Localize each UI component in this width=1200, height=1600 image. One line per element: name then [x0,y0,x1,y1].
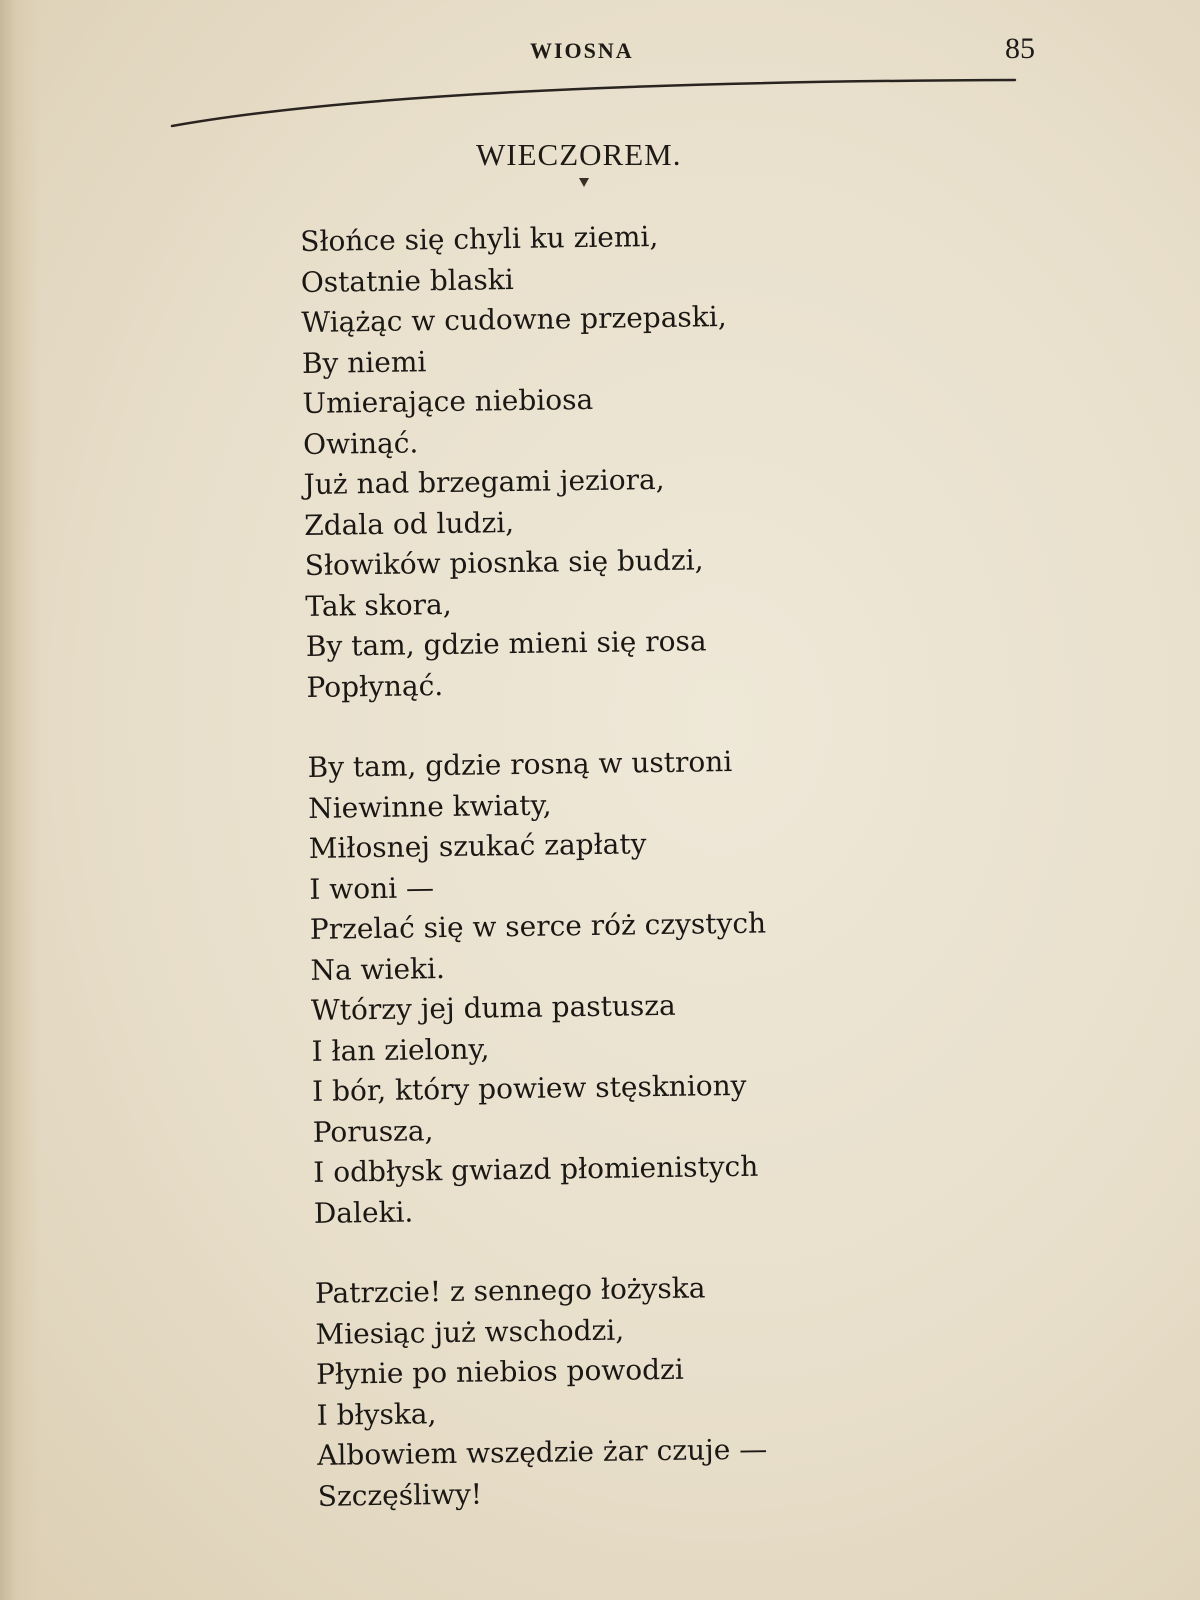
poem-line: Albowiem wszędzie żar czuje — [316,1432,768,1472]
header-rule [170,70,1050,140]
poem-line: I woni — [309,870,435,906]
ornament-icon [578,176,590,188]
poem-line: By tam, gdzie mieni się rosa [305,624,707,663]
poem-line: I łan zielony, [311,1031,490,1068]
poem-line: By tam, gdzie rosną w ustroni [307,745,733,784]
stanza [300,213,927,708]
poem-line: Płynie po niebios powodzi [315,1352,684,1391]
poem-line: Wtórzy jej duma pastusza [310,988,676,1027]
poem-title: WIECZOREM. [476,137,682,172]
poem-line: Miłosnej szukać zapłaty [308,827,647,865]
poem-line: Szczęśliwy! [317,1477,483,1513]
poem-line: Umierające niebiosa [302,382,594,420]
poem-line: Zdala od ludzi, [304,505,515,542]
poem-line: Przelać się w serce róż czystych [309,906,767,946]
poem-line: Ostatnie blaski [300,262,514,299]
page-gutter-shadow [0,0,40,1600]
poem-line: Tak skora, [305,587,452,623]
poem-line: Daleki. [313,1195,414,1230]
poem-line: Wiążąc w cudowne przepaski, [301,300,727,339]
poem-line: Porusza, [312,1113,434,1149]
poem-line: Niewinne kwiaty, [307,788,552,825]
page-number: 85 [1005,32,1035,65]
poem-line: Miesiąc już wschodzi, [315,1313,625,1351]
poem-line: Na wieki. [310,951,446,987]
poem-line: Słowików piosnka się budzi, [304,543,704,582]
poem-body [300,213,939,1557]
poem-line: I bór, który powiew stęskniony [311,1068,747,1108]
poem-line: Popłynąć. [306,668,444,704]
poem-line: I błyska, [316,1396,437,1432]
stanza [315,1265,938,1517]
poem-line: By niemi [301,344,427,380]
poem-line: Owinąć. [302,425,419,461]
running-title: WIOSNA [530,38,634,63]
poem-line: Patrzcie! z sennego łożyska [314,1271,706,1310]
poem-line: I odbłysk gwiazd płomienistych [313,1149,759,1189]
poem-line: Już nad brzegami jeziora, [303,462,665,501]
stanza [307,739,934,1234]
poem-line: Słońce się chyli ku ziemi, [300,220,659,258]
